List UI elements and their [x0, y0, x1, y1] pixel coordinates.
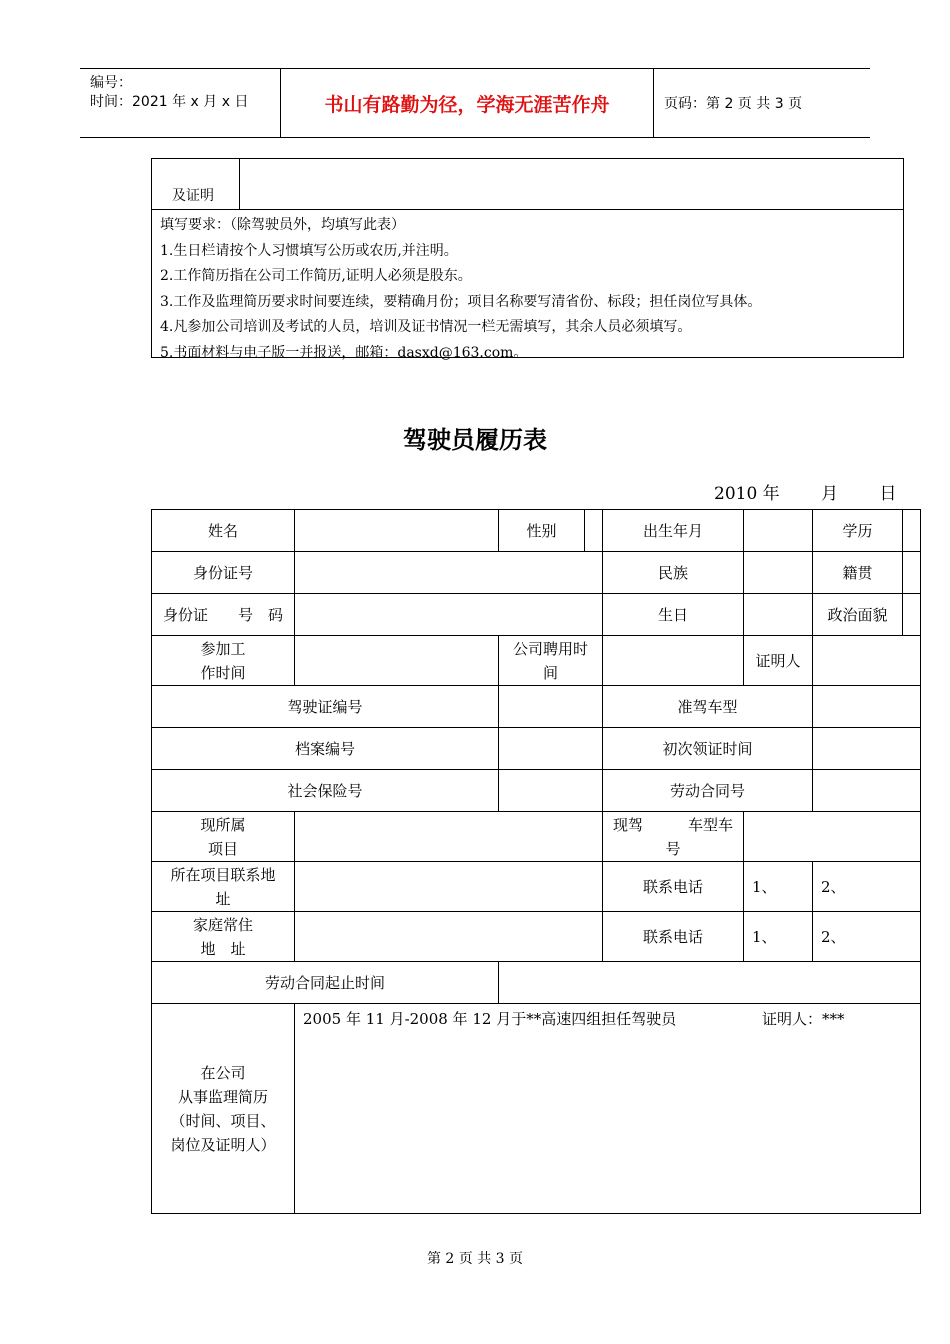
join-work-input[interactable]	[295, 636, 499, 686]
name-input[interactable]	[295, 510, 499, 552]
history-witness: 证明人：***	[762, 1010, 845, 1028]
project-phone-1[interactable]: 1、	[744, 862, 813, 912]
serial-label: 编号：	[90, 75, 132, 91]
note-line: 4.凡参加公司培训及考试的人员，培训及证书情况一栏无需填写，其余人员必须填写。	[160, 319, 692, 335]
native-place-label: 籍贯	[813, 552, 903, 594]
first-license-time-label: 初次领证时间	[603, 728, 813, 770]
vehicle-class-input[interactable]	[813, 686, 921, 728]
continuation-table	[151, 158, 904, 361]
project-phone-2[interactable]: 2、	[813, 862, 921, 912]
history-content[interactable]	[295, 1004, 921, 1214]
fill-requirements	[160, 213, 761, 366]
home-phone-1[interactable]: 1、	[744, 912, 813, 962]
gender-input[interactable]	[585, 510, 603, 552]
education-label: 学历	[813, 510, 903, 552]
social-security-label: 社会保险号	[152, 770, 499, 812]
join-work-label: 参加工 作时间	[152, 636, 295, 686]
form-title: 驾驶员履历表	[403, 425, 547, 454]
time-label: 时间：2021 年 x 月 x 日	[90, 94, 249, 110]
first-license-time-input[interactable]	[813, 728, 921, 770]
political-status-label: 政治面貌	[813, 594, 903, 636]
id-number-label: 身份证号	[152, 552, 295, 594]
header-meta	[80, 69, 281, 137]
file-no-input[interactable]	[499, 728, 603, 770]
labor-contract-no-label: 劳动合同号	[603, 770, 813, 812]
certificate-label: 及证明	[172, 188, 214, 204]
witness-label: 证明人	[744, 636, 813, 686]
history-label: 在公司 从事监理简历 （时间、项目、 岗位及证明人）	[152, 1004, 295, 1214]
project-address-label: 所在项目联系地 址	[152, 862, 295, 912]
certificate-row	[152, 159, 903, 210]
date-day: 日	[879, 484, 897, 504]
political-status-input[interactable]	[903, 594, 921, 636]
home-phone-2[interactable]: 2、	[813, 912, 921, 962]
birthday-label: 生日	[603, 594, 744, 636]
social-security-input[interactable]	[499, 770, 603, 812]
certificate-label-cell	[152, 159, 240, 209]
history-entry: 2005 年 11 月-2008 年 12 月于**高速四组担任驾驶员	[303, 1010, 677, 1028]
vehicle-class-label: 准驾车型	[603, 686, 813, 728]
note-line: 3.工作及监理简历要求时间要连续，要精确月份；项目名称要写清省份、标段；担任岗位写具体。	[160, 293, 762, 310]
note-line: 1.生日栏请按个人习惯填写公历或农历,并注明。	[160, 242, 458, 259]
hire-time-input[interactable]	[603, 636, 744, 686]
hire-time-label: 公司聘用时 间	[499, 636, 603, 686]
current-vehicle-input[interactable]	[744, 812, 921, 862]
labor-contract-no-input[interactable]	[813, 770, 921, 812]
note-line: 2.工作简历指在公司工作简历,证明人必须是股东。	[160, 268, 472, 284]
id-number-input[interactable]	[295, 552, 603, 594]
birth-month-label: 出生年月	[603, 510, 744, 552]
witness-input[interactable]	[813, 636, 921, 686]
page-header	[80, 68, 870, 138]
id-number2-input[interactable]	[295, 594, 603, 636]
home-phone-label: 联系电话	[603, 912, 744, 962]
note-line: 填写要求：（除驾驶员外，均填写此表）	[160, 217, 405, 233]
id-number2-label: 身份证 号 码	[152, 594, 295, 636]
ethnicity-input[interactable]	[744, 552, 813, 594]
page-info: 页码：第 2 页 共 3 页	[664, 96, 803, 112]
license-no-input[interactable]	[499, 686, 603, 728]
home-address-label: 家庭常住 地 址	[152, 912, 295, 962]
project-address-input[interactable]	[295, 862, 603, 912]
contract-period-label: 劳动合同起止时间	[152, 962, 499, 1004]
birth-month-input[interactable]	[744, 510, 813, 552]
license-no-label: 驾驶证编号	[152, 686, 499, 728]
date-year: 2010 年	[714, 484, 780, 504]
birthday-input[interactable]	[744, 594, 813, 636]
gender-label: 性别	[499, 510, 585, 552]
note-line: 5.书面材料与电子版一并报送，邮箱：dasxd@163.com。	[160, 344, 528, 361]
native-place-input[interactable]	[903, 552, 921, 594]
contract-period-input[interactable]	[499, 962, 921, 1004]
name-label: 姓名	[152, 510, 295, 552]
ethnicity-label: 民族	[603, 552, 744, 594]
project-phone-label: 联系电话	[603, 862, 744, 912]
current-project-label: 现所属 项目	[152, 812, 295, 862]
home-address-input[interactable]	[295, 912, 603, 962]
driver-resume-table	[151, 509, 921, 1214]
form-date	[714, 479, 896, 504]
page-footer: 第 2 页 共 3 页	[426, 1251, 524, 1267]
file-no-label: 档案编号	[152, 728, 499, 770]
education-input[interactable]	[903, 510, 921, 552]
date-month: 月	[821, 484, 839, 504]
current-vehicle-label: 现驾 车型车 号	[603, 812, 744, 862]
motto: 书山有路勤为径，学海无涯苦作舟	[281, 69, 654, 137]
current-project-input[interactable]	[295, 812, 603, 862]
